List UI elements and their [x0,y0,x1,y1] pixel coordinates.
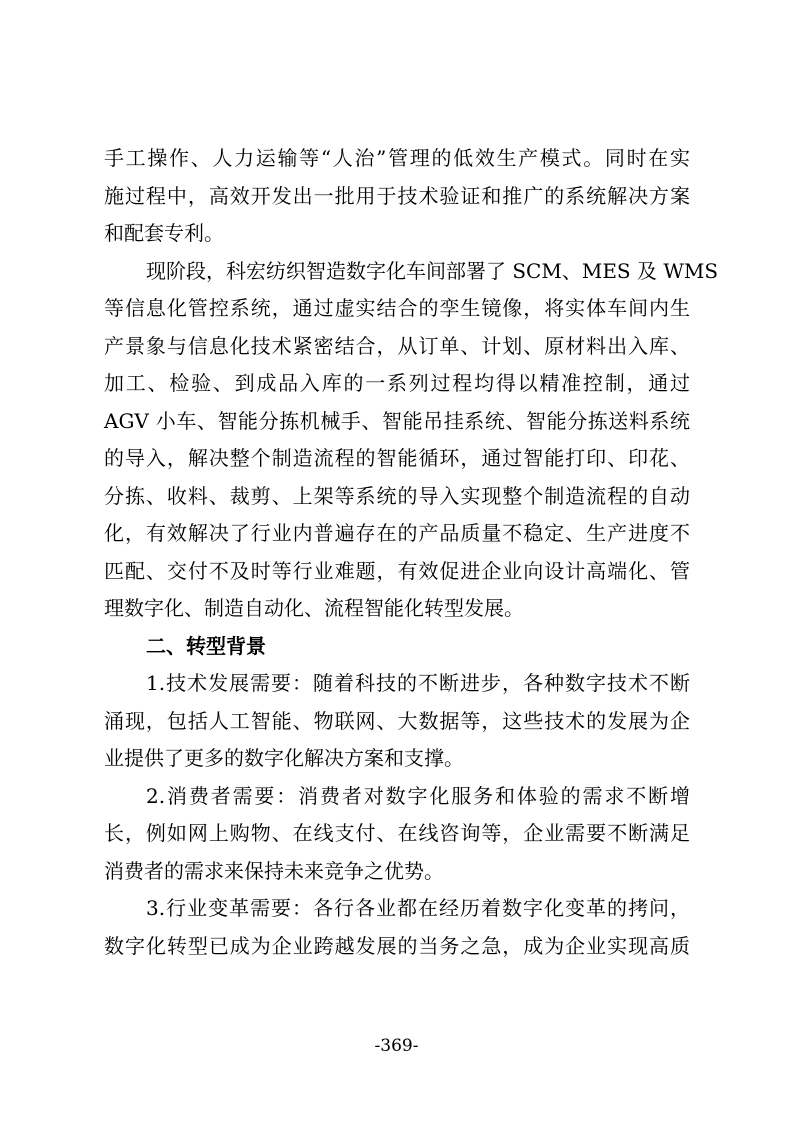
text-line: 分拣、收料、裁剪、上架等系统的导入实现整个制造流程的自动 [104,483,690,508]
text-line: 等信息化管控系统，通过虚实结合的孪生镜像，将实体车间内生 [104,296,690,320]
text-line: 理数字化、制造自动化、流程智能化转型发展。 [104,596,524,620]
text-line: 2.消费者需要：消费者对数字化服务和体验的需求不断增 [146,783,690,808]
text-line: 匹配、交付不及时等行业难题，有效促进企业向设计高端化、管 [104,558,690,583]
text-line: 消费者的需求来保持未来竞争之优势。 [104,858,444,883]
text-line: AGV 小车、智能分拣机械手、智能吊挂系统、智能分拣送料系统 [104,408,690,433]
section-heading: 二、转型背景 [146,633,266,658]
text-line: 施过程中，高效开发出一批用于技术验证和推广的系统解决方案 [104,183,690,208]
page-number: -369- [374,1036,419,1056]
text-line: 的导入，解决整个制造流程的智能循环，通过智能打印、印花、 [104,446,690,470]
paragraph-current-stage [104,253,719,628]
text-line: 业提供了更多的数字化解决方案和支撑。 [104,746,464,770]
text-line: 手工操作、人力运输等“人治”管理的低效生产模式。同时在实 [104,146,690,170]
list-item-tech-development [104,665,690,778]
text-line: 3.行业变革需要：各行各业都在经历着数字化变革的拷问， [146,896,690,920]
document-body [104,140,719,965]
paragraph-continuation [104,140,690,253]
text-line: 加工、检验、到成品入库的一系列过程均得以精准控制，通过 [104,371,690,395]
text-line: 和配套专利。 [104,221,224,245]
text-line: 1.技术发展需要：随着科技的不断进步，各种数字技术不断 [146,671,690,695]
list-item-industry-change [104,890,690,965]
text-line: 数字化转型已成为企业跨越发展的当务之急，成为企业实现高质 [104,933,690,958]
text-line: 化，有效解决了行业内普遍存在的产品质量不稳定、生产进度不 [104,521,690,545]
text-line: 涌现，包括人工智能、物联网、大数据等，这些技术的发展为企 [104,708,690,733]
text-line: 长，例如网上购物、在线支付、在线咨询等，企业需要不断满足 [104,821,690,845]
text-line: 产景象与信息化技术紧密结合，从订单、计划、原材料出入库、 [104,333,690,358]
text-line: 现阶段，科宏纺织智造数字化车间部署了 SCM、MES 及 WMS [146,258,719,283]
list-item-consumer-needs [104,778,690,891]
